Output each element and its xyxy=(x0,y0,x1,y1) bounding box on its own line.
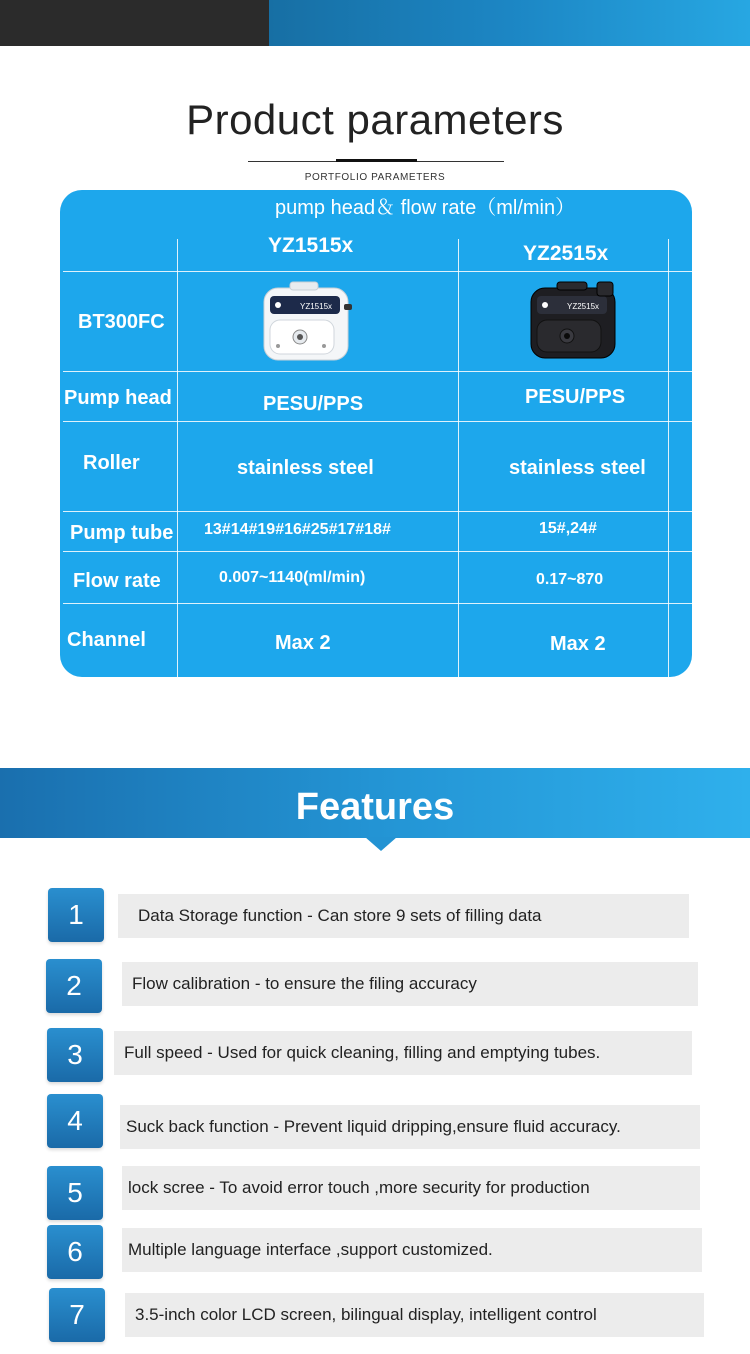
table-cell: 0.17~870 xyxy=(536,571,604,588)
title-divider-accent xyxy=(336,159,417,162)
page-subtitle: PORTFOLIO PARAMETERS xyxy=(304,172,446,183)
column-header: YZ2515x xyxy=(523,242,609,265)
feature-number-badge: 3 xyxy=(47,1028,103,1082)
table-divider xyxy=(63,511,692,512)
feature-item: Data Storage function - Can store 9 sets of filling data xyxy=(118,894,689,938)
row-label-pump-head: Pump head xyxy=(64,387,172,409)
table-divider xyxy=(63,421,692,422)
row-label-flow-rate: Flow rate xyxy=(73,570,161,592)
feature-number-badge: 5 xyxy=(47,1166,103,1220)
table-divider xyxy=(63,371,692,372)
top-bar-blue xyxy=(269,0,750,46)
feature-item: Suck back function - Prevent liquid dripping,ensure fluid accuracy. xyxy=(120,1105,700,1149)
top-bar-dark xyxy=(0,0,269,46)
table-column-divider xyxy=(458,239,459,677)
table-cell: 13#14#19#16#25#17#18# xyxy=(204,521,391,538)
table-divider xyxy=(63,603,692,604)
table-column-divider xyxy=(177,239,178,677)
table-cell: 0.007~1140(ml/min) xyxy=(219,569,366,586)
pump-model-label: YZ2515x xyxy=(567,302,600,311)
table-column-divider xyxy=(668,239,669,677)
row-label-pump-tube: Pump tube xyxy=(70,522,174,544)
page-title: Product parameters xyxy=(186,96,564,143)
row-label-channel: Channel xyxy=(67,629,146,651)
parameters-table xyxy=(60,190,692,677)
pump-head-white-image xyxy=(260,280,352,366)
model-label: BT300FC xyxy=(78,311,165,333)
features-banner-notch xyxy=(365,837,397,851)
table-caption: pump head＆ flow rate（ml/min） xyxy=(275,197,576,219)
table-cell: Max 2 xyxy=(550,633,606,655)
table-divider xyxy=(63,271,692,272)
table-cell: PESU/PPS xyxy=(263,393,364,415)
feature-item: lock scree - To avoid error touch ,more security for production xyxy=(122,1166,700,1210)
feature-item: 3.5-inch color LCD screen, bilingual display, intelligent control xyxy=(125,1293,704,1337)
feature-number-badge: 2 xyxy=(46,959,102,1013)
feature-number-badge: 7 xyxy=(49,1288,105,1342)
table-cell: stainless steel xyxy=(237,457,374,479)
row-label-roller: Roller xyxy=(83,452,140,474)
features-title: Features xyxy=(295,786,455,828)
feature-number-badge: 6 xyxy=(47,1225,103,1279)
table-cell: stainless steel xyxy=(509,457,646,479)
pump-model-label: YZ1515x xyxy=(300,302,333,311)
table-cell: PESU/PPS xyxy=(525,386,626,408)
column-header: YZ1515x xyxy=(268,234,354,257)
feature-item: Multiple language interface ,support customized. xyxy=(122,1228,702,1272)
table-cell: 15#,24# xyxy=(539,520,597,537)
feature-item: Flow calibration - to ensure the filing accuracy xyxy=(122,962,698,1006)
table-divider xyxy=(63,551,692,552)
feature-number-badge: 1 xyxy=(48,888,104,942)
feature-item: Full speed - Used for quick cleaning, filling and emptying tubes. xyxy=(114,1031,692,1075)
table-cell: Max 2 xyxy=(275,632,331,654)
pump-head-black-image xyxy=(527,278,619,364)
feature-number-badge: 4 xyxy=(47,1094,103,1148)
